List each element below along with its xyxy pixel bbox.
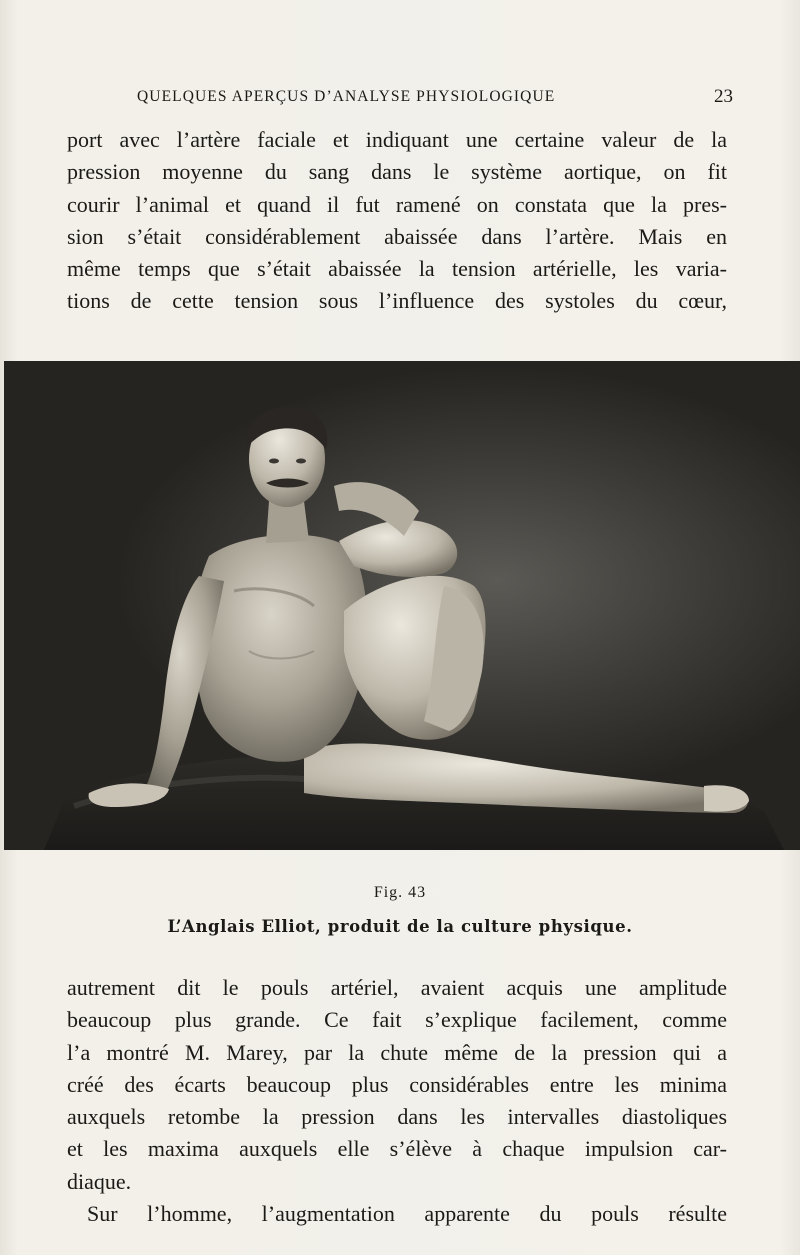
athlete-photo-illustration — [4, 361, 800, 850]
running-head — [137, 88, 733, 112]
text-line: Sur l’homme, l’augmentation apparente du pouls résulte — [87, 1201, 727, 1227]
text-line: pression moyenne du sang dans le système aortique, on fit — [67, 159, 727, 185]
figure-caption: L’Anglais Elliot, produit de la culture physique. — [167, 917, 633, 936]
text-line: courir l’animal et quand il fut ramené on constata que la pres- — [67, 191, 727, 217]
text-line: port avec l’artère faciale et indiquant une certaine valeur de la — [67, 127, 727, 152]
text-line: beaucoup plus grande. Ce fait s’explique facilement, comme — [67, 1007, 727, 1033]
figure-photograph — [4, 361, 800, 850]
paragraph-bottom — [67, 972, 727, 1230]
text-line: sion s’était considérablement abaissée dans l’artère. Mais en — [67, 223, 727, 249]
text-line: même temps que s’était abaissée la tension artérielle, les varia- — [67, 256, 727, 282]
text-line: diaque. — [67, 1168, 132, 1194]
text-line: auxquels retombe la pression dans les intervalles diastoliques — [67, 1104, 727, 1130]
page-number: 23 — [714, 86, 733, 107]
running-head-title: QUELQUES APERÇUS D’ANALYSE PHYSIOLOGIQUE — [137, 88, 556, 105]
figure-number: Fig. 43 — [373, 884, 427, 901]
text-line: et les maxima auxquels elle s’élève à chaque impulsion car- — [67, 1136, 727, 1162]
paragraph-top — [67, 124, 727, 318]
text-line: tions de cette tension sous l’influence des systoles du cœur, — [67, 288, 727, 314]
text-line: créé des écarts beaucoup plus considérables entre les minima — [67, 1071, 727, 1097]
text-line: l’a montré M. Marey, par la chute même de la pression qui a — [67, 1039, 727, 1065]
text-line: autrement dit le pouls artériel, avaient acquis une amplitude — [67, 975, 727, 1000]
